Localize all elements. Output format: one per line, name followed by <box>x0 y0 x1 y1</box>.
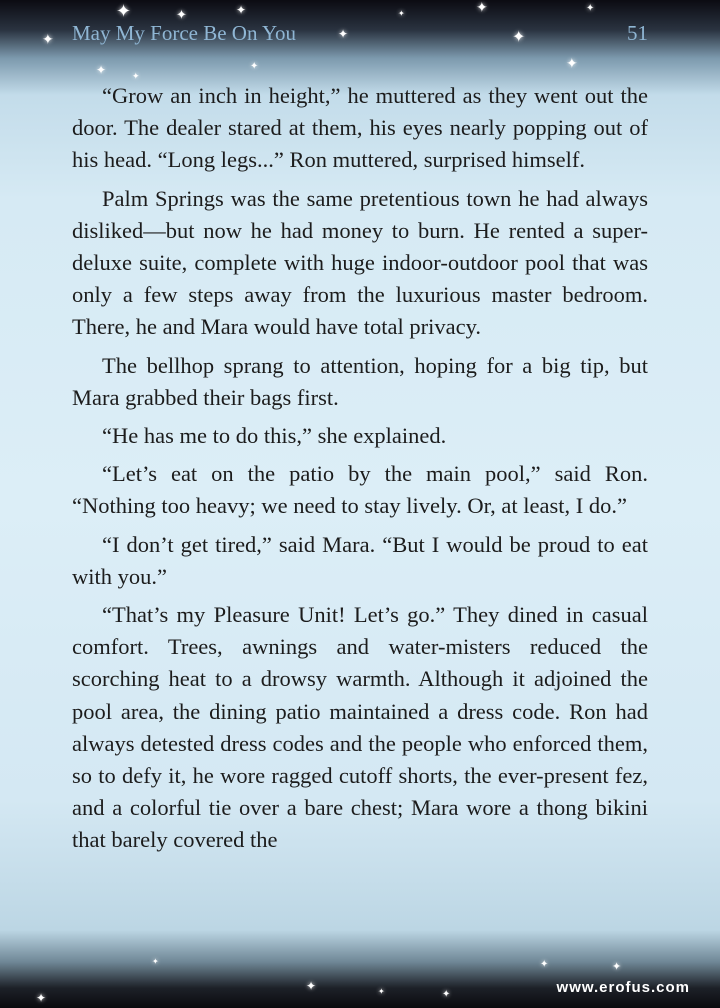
running-header <box>72 18 648 48</box>
sparkle-icon: ✦ <box>612 961 622 973</box>
header-title: May My Force Be On You <box>72 20 297 45</box>
paragraph: “Let’s eat on the patio by the main pool,” said Ron. “Nothing too heavy; we need to stay lively. Or, at least, I do.” <box>72 461 648 519</box>
sparkle-icon: ✦ <box>476 1 488 16</box>
paragraph: “Grow an inch in height,” he muttered as they went out the door. The dealer stared at them, his eyes nearly popping out of his head. “Long legs...” Ron muttered, surprised himself. <box>72 83 648 173</box>
site-watermark: www.erofus.com <box>556 979 690 996</box>
paragraph: The bellhop sprang to attention, hoping for a big tip, but Mara grabbed their bags first. <box>72 352 648 410</box>
sparkle-icon: ✦ <box>338 27 349 41</box>
sparkle-icon: ✦ <box>152 957 159 966</box>
sparkle-icon: ✦ <box>512 29 526 46</box>
sparkle-icon: ✦ <box>398 9 405 18</box>
paragraph: “I don’t get tired,” said Mara. “But I would be proud to eat with you.” <box>72 531 648 589</box>
sparkle-icon: ✦ <box>116 1 132 21</box>
sparkle-icon: ✦ <box>132 71 140 81</box>
sparkle-icon: ✦ <box>96 63 107 77</box>
sparkle-icon: ✦ <box>566 57 578 72</box>
sparkle-icon: ✦ <box>236 3 247 17</box>
sparkle-icon: ✦ <box>306 979 317 993</box>
sparkle-icon: ✦ <box>176 7 187 22</box>
sparkle-icon: ✦ <box>36 991 47 1005</box>
page-number: 51 <box>627 20 648 45</box>
sparkle-icon: ✦ <box>42 33 54 48</box>
sparkle-icon: ✦ <box>378 987 385 996</box>
paragraph: Palm Springs was the same pretentious town he had always disliked—but now he had money to burn. He rented a super-deluxe suite, complete with huge indoor-outdoor pool that was only a few steps away from the luxurious master bedroom. There, he and Mara would have total privacy. <box>72 185 648 340</box>
paragraph: “He has me to do this,” she explained. <box>102 423 447 449</box>
sparkle-icon: ✦ <box>442 989 451 1000</box>
sparkle-icon: ✦ <box>540 959 549 970</box>
paragraph: “That’s my Pleasure Unit! Let’s go.” They dined in casual comfort. Trees, awnings and water-misters reduced the scorching heat to a drowsy warmth. Although it adjoined the pool area, the dining patio maintained a dress code. Ron had always detested dress codes and the people who enforced them, so to defy it, he wore ragged cutoff shorts, the ever-present fez, and a colorful tie over a bare chest; Mara wore a thong bikini that barely covered the <box>72 602 648 853</box>
body-text <box>72 80 648 863</box>
sparkle-icon: ✦ <box>250 61 259 72</box>
sparkle-icon: ✦ <box>586 3 595 14</box>
